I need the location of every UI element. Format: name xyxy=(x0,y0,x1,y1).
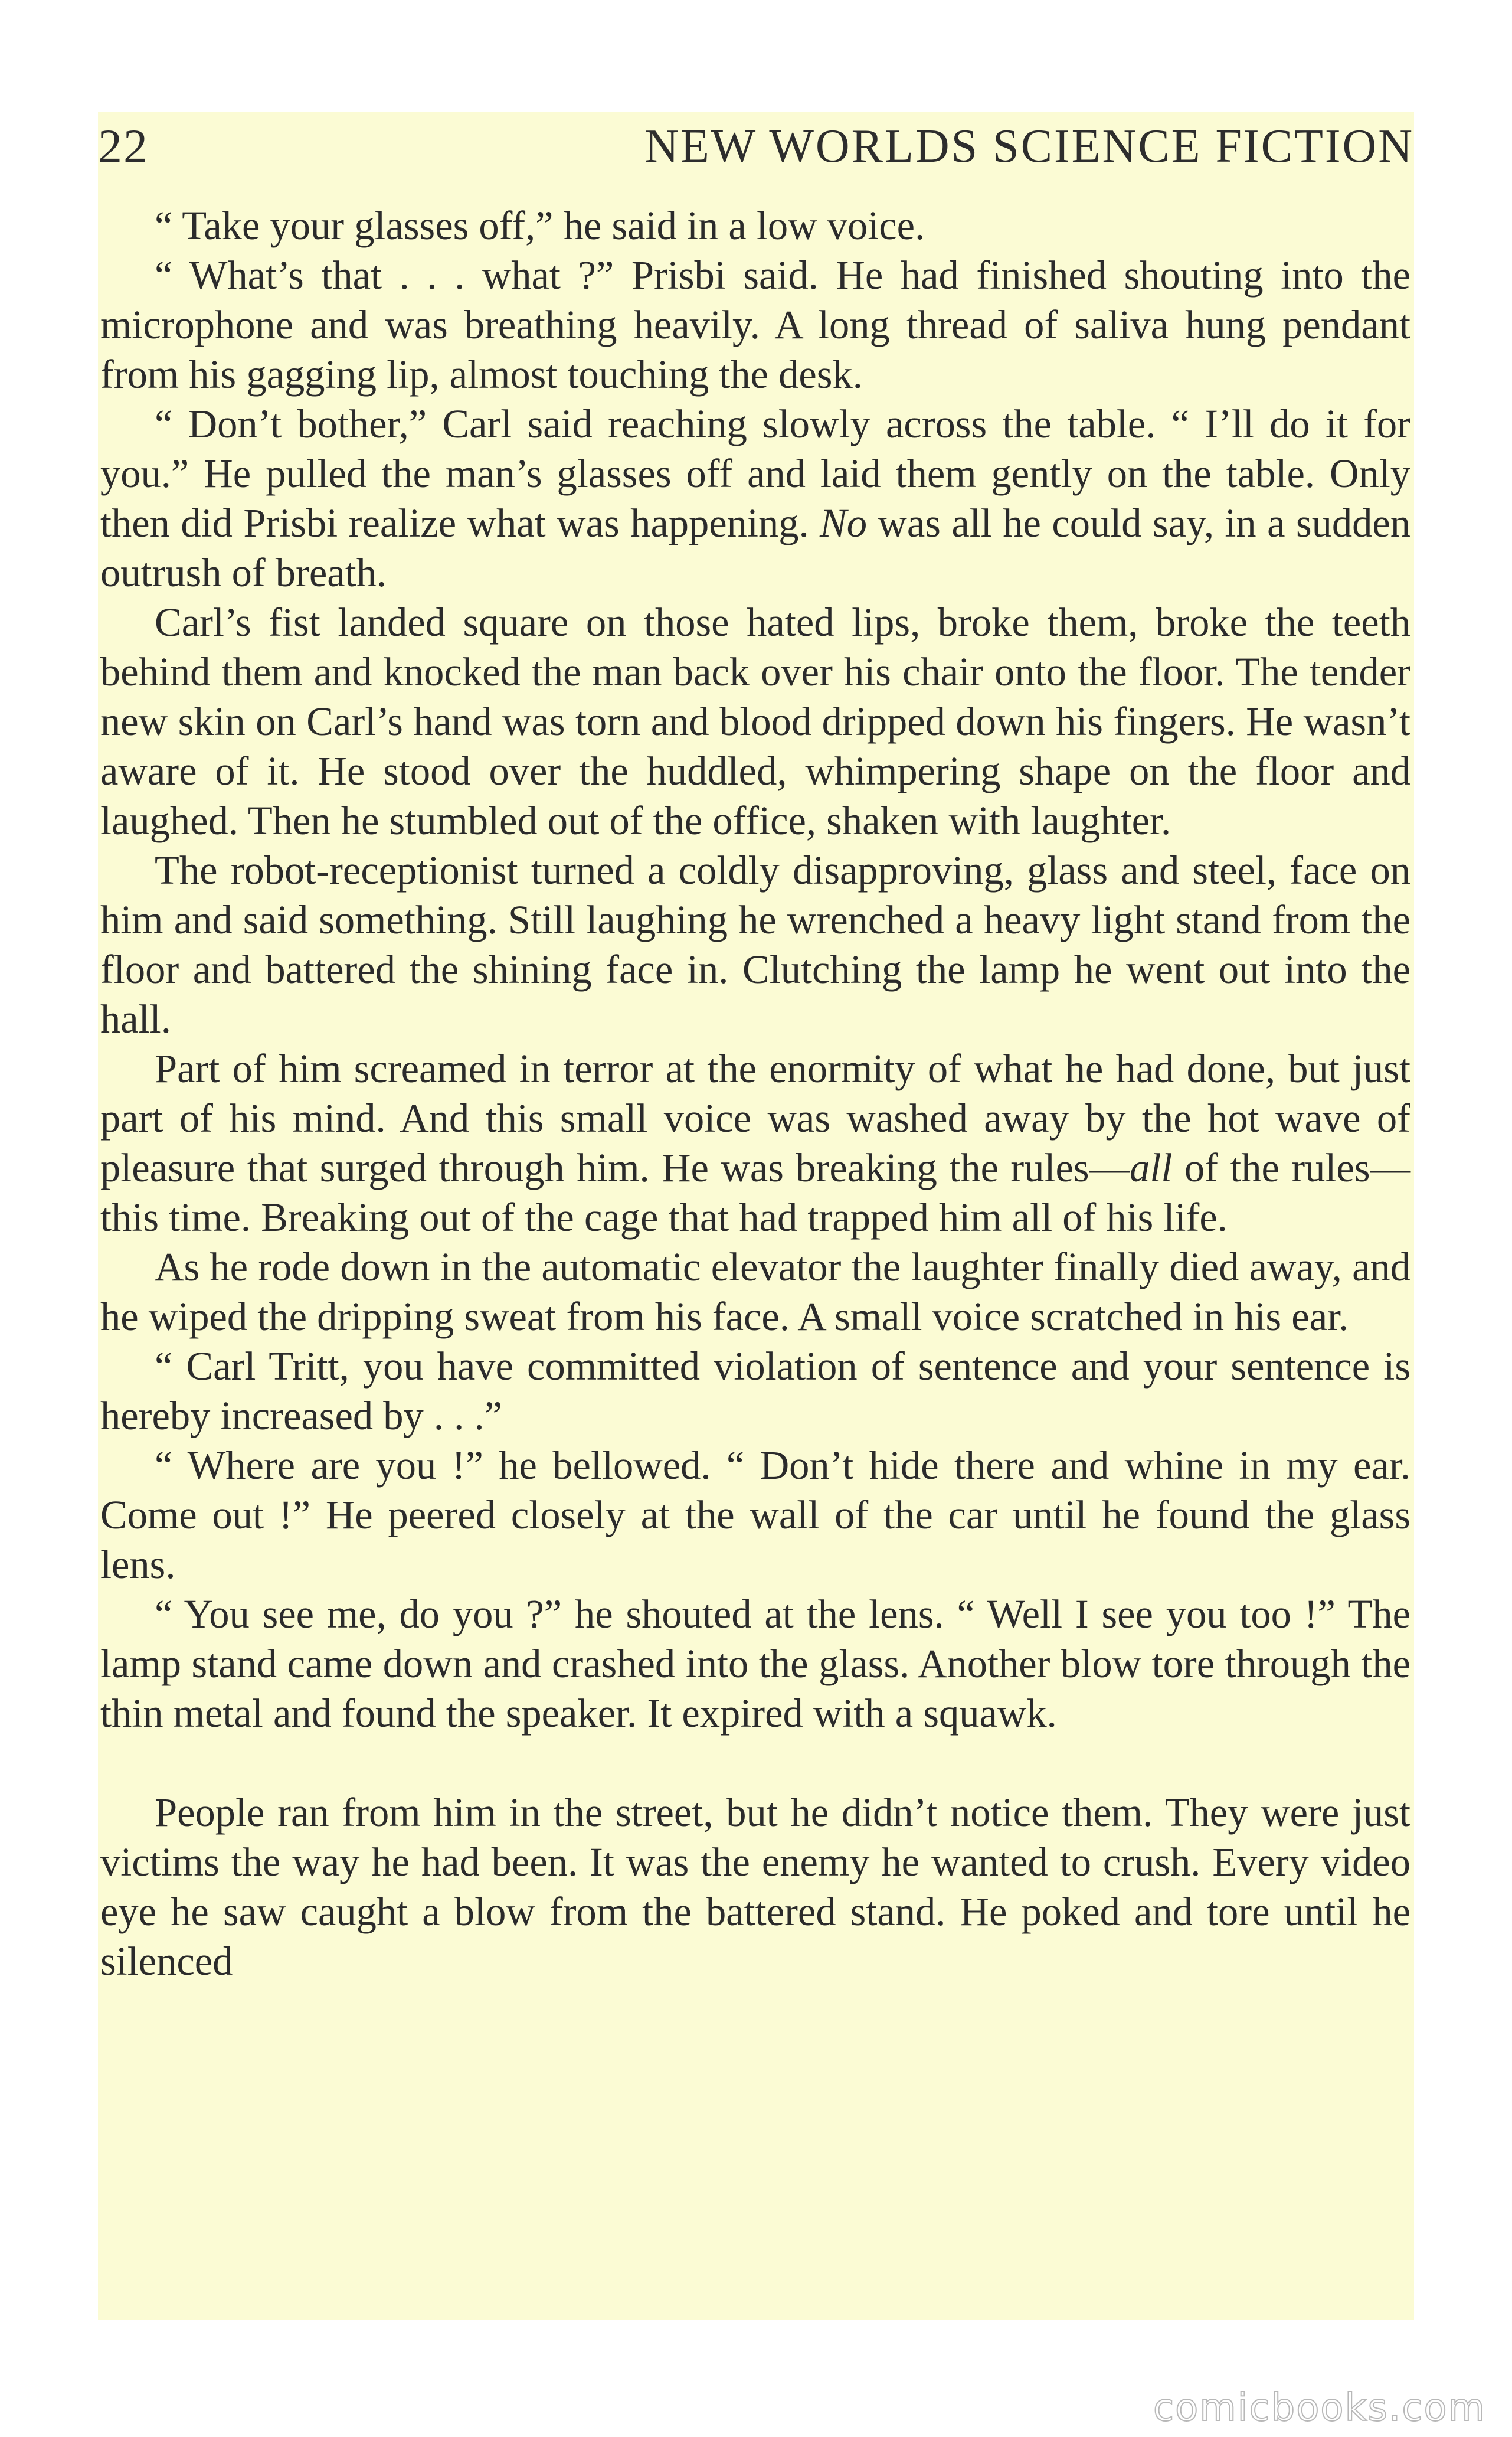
paragraph-text: “ You see me, do you ?” he shouted at the lens. “ Well I see you too !” The lamp stand came down and crashed into the glass. Another blow tore through the thin metal and found the speaker. It expired with a squawk. xyxy=(100,1592,1410,1736)
paragraph-text: “ Carl Tritt, you have committed violation of sentence and your sentence is hereby increased by . . .” xyxy=(100,1344,1410,1438)
paragraph-text: “ Take your glasses off,” he said in a low voice. xyxy=(155,203,925,248)
running-title: NEW WORLDS SCIENCE FICTION xyxy=(644,120,1414,172)
running-header xyxy=(98,111,1414,182)
watermark: comicbooks.com xyxy=(1153,2386,1486,2430)
paragraph xyxy=(100,597,1410,845)
story-text xyxy=(100,201,1410,1986)
page-number: 22 xyxy=(98,119,149,173)
paragraph-text: As he rode down in the automatic elevator the laughter finally died away, and he wiped the dripping sweat from his face. A small voice scratched in his ear. xyxy=(100,1244,1410,1339)
paragraph-text: of the rules—this time. Breaking out of the cage that had trapped him all of his life. xyxy=(100,1145,1411,1240)
paragraph-text: “ Don’t bother,” Carl said reaching slowly across the table. “ I’ll do it for you.” He pulled the man’s glasses off and laid them gently on the table. Only then did Prisbi realize what was happening. xyxy=(100,401,1410,545)
paragraph-text: People ran from him in the street, but he didn’t notice them. They were just victims the way he had been. It was the enemy he wanted to crush. Every video eye he saw caught a blow from the battered stand. He poked and tore until he silenced xyxy=(100,1790,1410,1984)
emphasis-no: No xyxy=(820,501,867,545)
paragraph xyxy=(100,1242,1410,1341)
paragraph xyxy=(100,1044,1410,1242)
paragraph xyxy=(100,1589,1410,1738)
paragraph-text: The robot-receptionist turned a coldly disapproving, glass and steel, face on him and said something. Still laughing he wrenched a heavy light stand from the floor and battered the shining face in. Clutching the lamp he went out into the hall. xyxy=(100,848,1410,1041)
paragraph xyxy=(100,1440,1410,1589)
paragraph xyxy=(100,1788,1410,1986)
paragraph-text: Carl’s fist landed square on those hated lips, broke them, broke the teeth behind them and knocked the man back over his chair onto the floor. The tender new skin on Carl’s hand was torn and blood dripped down his fingers. He wasn’t aware of it. He stood over the huddled, whimpering shape on the floor and laughed. Then he stumbled out of the office, shaken with laughter. xyxy=(100,600,1410,843)
paragraph-text: “ What’s that . . . what ?” Prisbi said. He had finished shouting into the microphone and was breathing heavily. A long thread of saliva hung pendant from his gagging lip, almost touching the desk. xyxy=(100,253,1410,397)
paragraph xyxy=(100,201,1410,250)
paragraph xyxy=(100,250,1410,399)
paragraph xyxy=(100,399,1410,597)
paragraph-text: “ Where are you !” he bellowed. “ Don’t hide there and whine in my ear. Come out !” He peered closely at the wall of the car until he found the glass lens. xyxy=(100,1443,1410,1587)
paragraph xyxy=(100,1341,1410,1440)
emphasis-all: all xyxy=(1130,1145,1173,1190)
paragraph-text: was all he could say, in a sudden outrush of breath. xyxy=(100,501,1411,595)
paragraph xyxy=(100,845,1410,1044)
paragraph-text: Part of him screamed in terror at the enormity of what he had done, but just part of his mind. And this small voice was washed away by the hot wave of pleasure that surged through him. He was breaking the rules— xyxy=(100,1046,1410,1190)
